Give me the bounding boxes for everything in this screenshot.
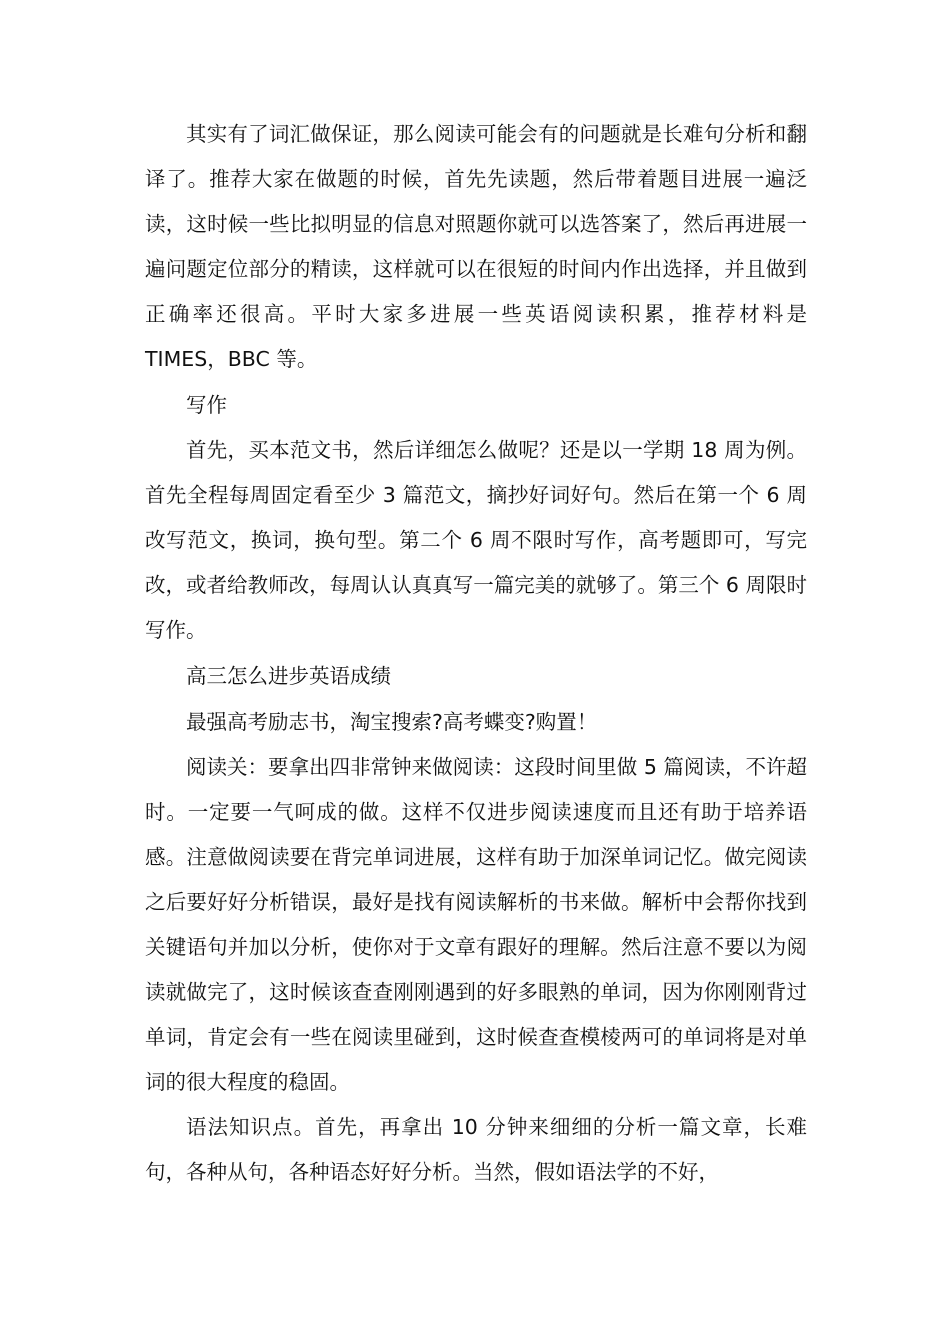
paragraph-writing-plan: 首先，买本范文书，然后详细怎么做呢？还是以一学期 18 周为例。首先全程每周固定看至少 3 篇范文，摘抄好词好句。然后在第一个 6 周改写范文，换词，换句型。第二个 6 周不限时写作，高考题即可，写完改，或者给教师改，每周认认真真写一篇完美的就够了。第三个 6 周限时写作。 — [145, 438, 807, 642]
document-page — [145, 112, 807, 1195]
paragraph-reading-practice: 阅读关：要拿出四非常钟来做阅读：这段时间里做 5 篇阅读，不许超时。一定要一气呵成的做。这样不仅进步阅读速度而且还有助于培养语感。注意做阅读要在背完单词进展，这样有助于加深单词记忆。做完阅读之后要好好分析错误，最好是找有阅读解析的书来做。解析中会帮你找到关键语句并加以分析，使你对于文章有跟好的理解。然后注意不要以为阅读就做完了，这时候该查查刚刚遇到的好多眼熟的单词，因为你刚刚背过单词，肯定会有一些在阅读里碰到，这时候查查模棱两可的单词将是对单词的很大程度的稳固。 — [145, 755, 807, 1094]
paragraph-grammar: 语法知识点。首先，再拿出 10 分钟来细细的分析一篇文章，长难句，各种从句，各种语态好好分析。当然，假如语法学的不好， — [145, 1115, 807, 1184]
heading-writing: 写作 — [186, 393, 227, 417]
paragraph-reading-analysis: 其实有了词汇做保证，那么阅读可能会有的问题就是长难句分析和翻译了。推荐大家在做题的时候，首先先读题，然后带着题目进展一遍泛读，这时候一些比拟明显的信息对照题你就可以选答案了，然后再进展一遍问题定位部分的精读，这样就可以在很短的时间内作出选择，并且做到正确率还很高。平时大家多进展一些英语阅读积累，推荐材料是 TIMES，BBC 等。 — [145, 122, 807, 371]
heading-improve-english: 高三怎么进步英语成绩 — [186, 664, 391, 688]
paragraph-book-ad: 最强高考励志书，淘宝搜索?高考蝶变?购置！ — [186, 710, 598, 734]
